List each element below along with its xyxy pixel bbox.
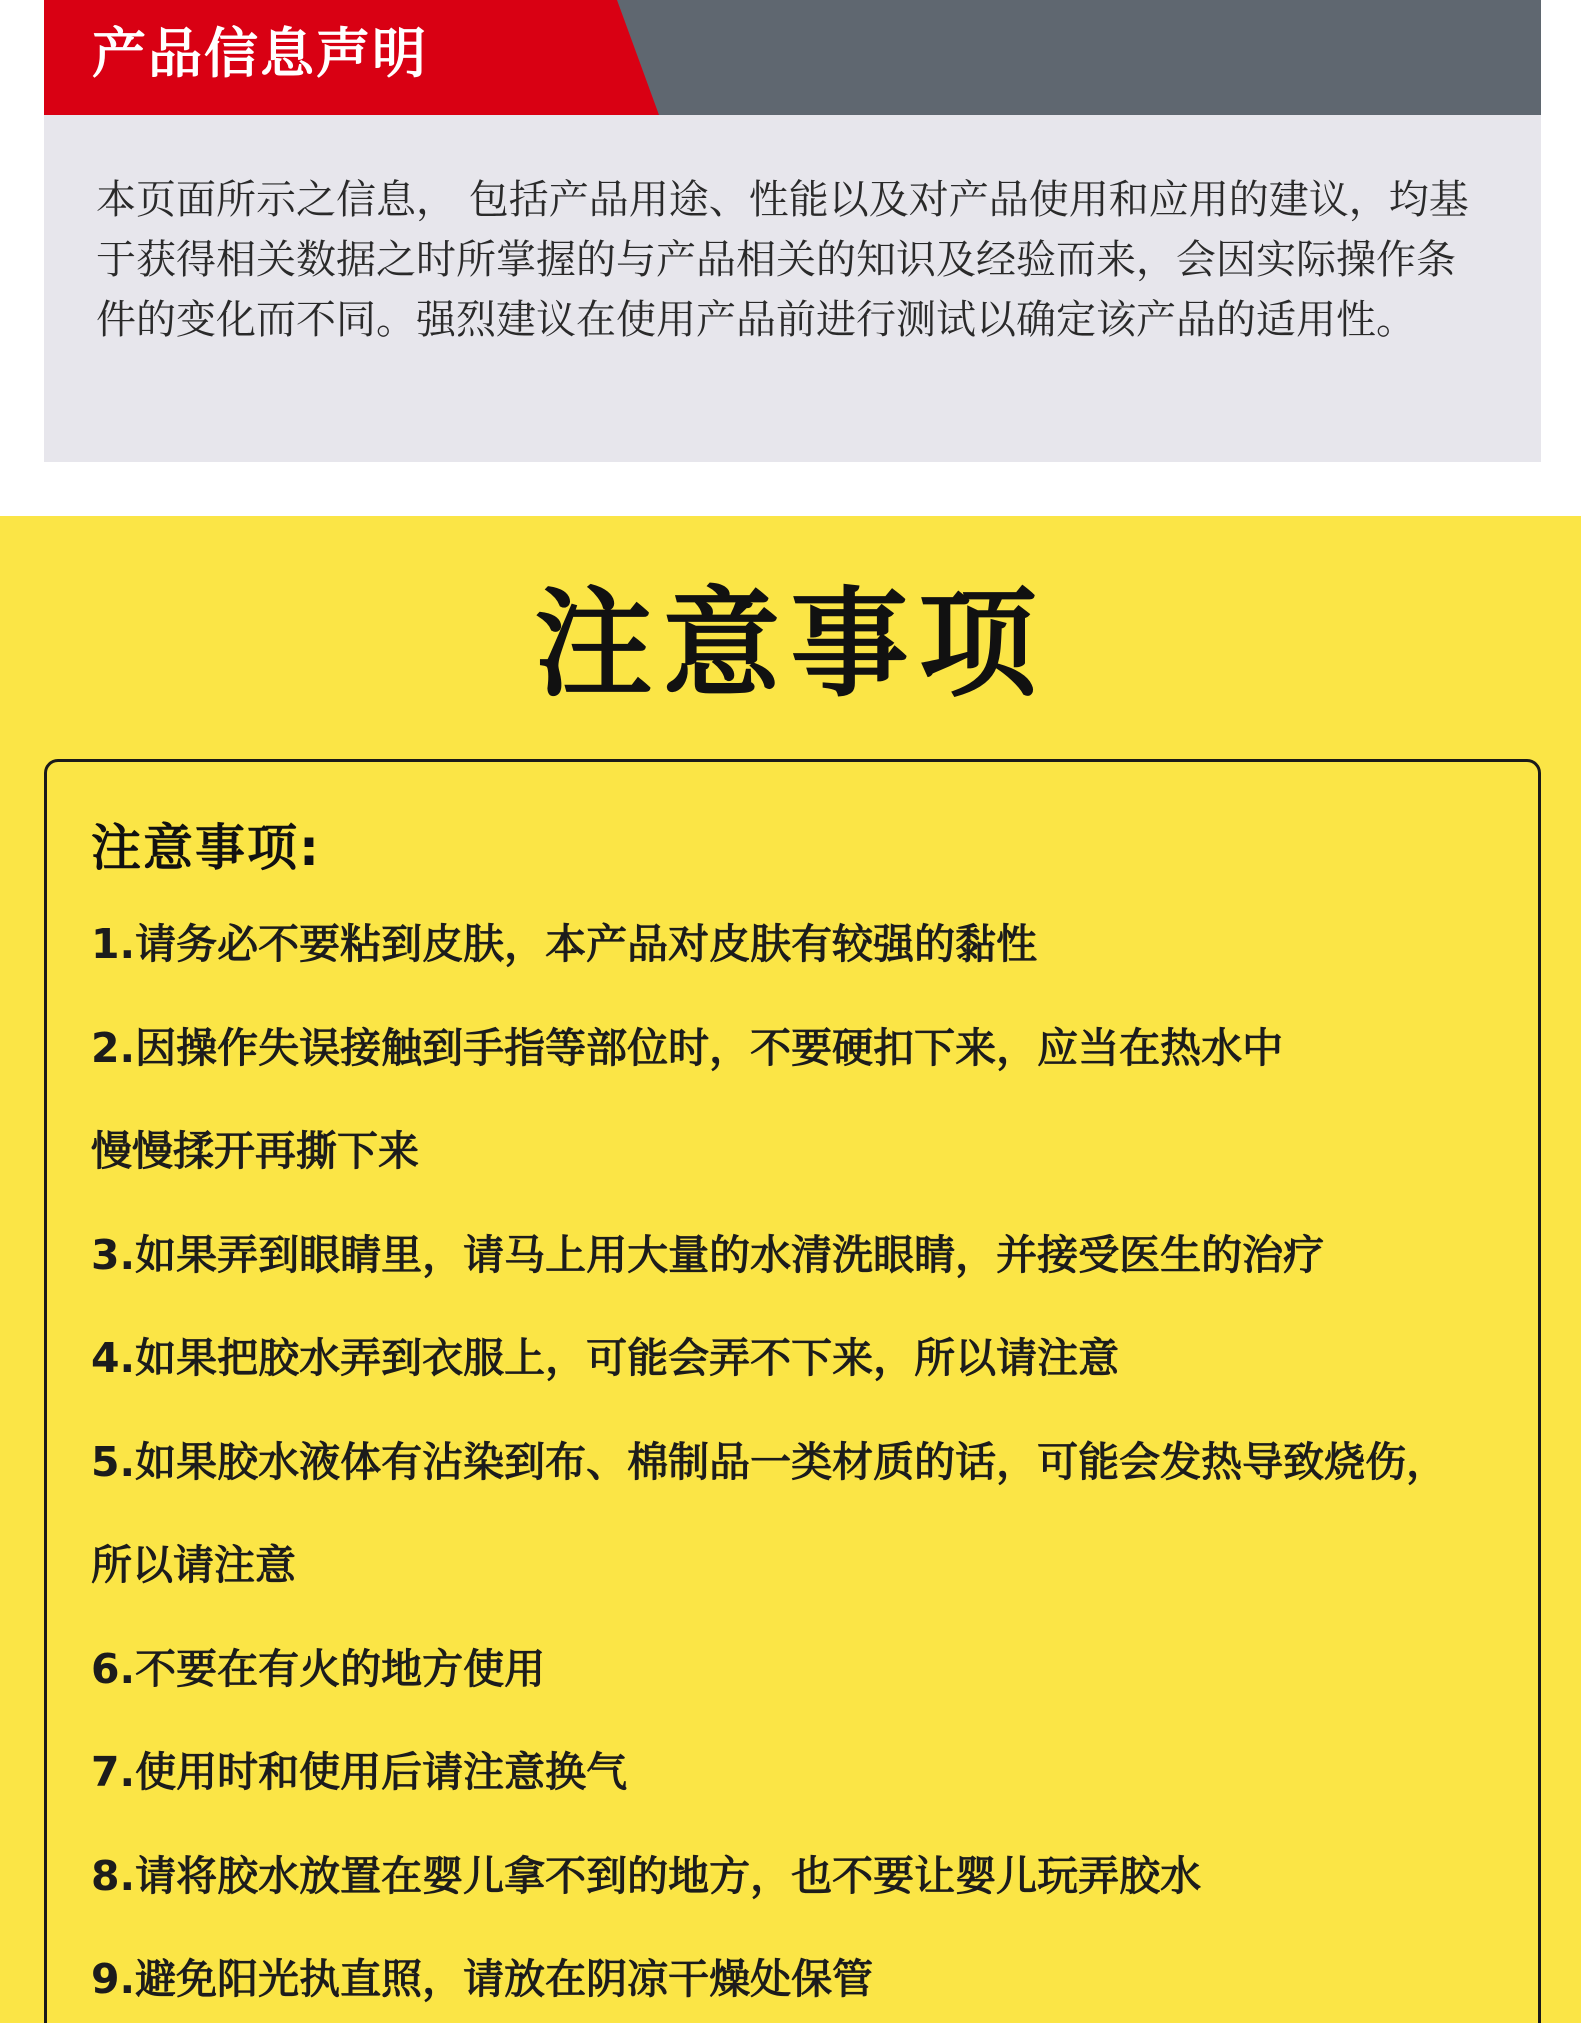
notice-item-5-continued: 所以请注意	[91, 1541, 296, 1589]
info-body-text: 本页面所示之信息， 包括产品用途、性能以及对产品使用和应用的建议，均基于获得相关数据之时所掌握的与产品相关的知识及经验而来，会因实际操作条件的变化而不同。强烈建议在使用产品前进行测试以确定该产品的适用性。	[96, 177, 1469, 343]
notice-list	[91, 922, 1511, 2023]
notice-item-3: 3.如果弄到眼睛里，请马上用大量的水清洗眼睛，并接受医生的治疗	[91, 1230, 1325, 1279]
info-body-panel	[44, 115, 1541, 462]
notice-item-1: 1.请务必不要粘到皮肤，本产品对皮肤有较强的黏性	[91, 920, 1038, 968]
notice-item-2: 2.因操作失误接触到手指等部位时，不要硬扣下来，应当在热水中	[91, 1023, 1284, 1072]
info-title: 产品信息声明	[92, 22, 428, 85]
notice-item-4: 4.如果把胶水弄到衣服上，可能会弄不下来，所以请注意	[91, 1334, 1120, 1382]
notice-item-5: 5.如果胶水液体有沾染到布、棉制品一类材质的话，可能会发热导致烧伤，	[91, 1437, 1448, 1486]
notice-title: 注意事项	[534, 575, 1047, 713]
notice-item-8: 8.请将胶水放置在婴儿拿不到的地方，也不要让婴儿玩弄胶水	[91, 1851, 1202, 1900]
notice-item-7: 7.使用时和使用后请注意换气	[91, 1748, 628, 1796]
info-header-bar	[44, 0, 1541, 115]
notice-box	[44, 759, 1541, 2023]
notice-box-heading: 注意事项:	[91, 819, 321, 877]
notice-item-2-continued: 慢慢揉开再撕下来	[91, 1127, 419, 1175]
notice-item-9: 9.避免阳光执直照，请放在阴凉干燥处保管	[91, 1955, 874, 2003]
notice-section	[0, 516, 1581, 2023]
notice-item-6: 6.不要在有火的地方使用	[91, 1644, 546, 1693]
